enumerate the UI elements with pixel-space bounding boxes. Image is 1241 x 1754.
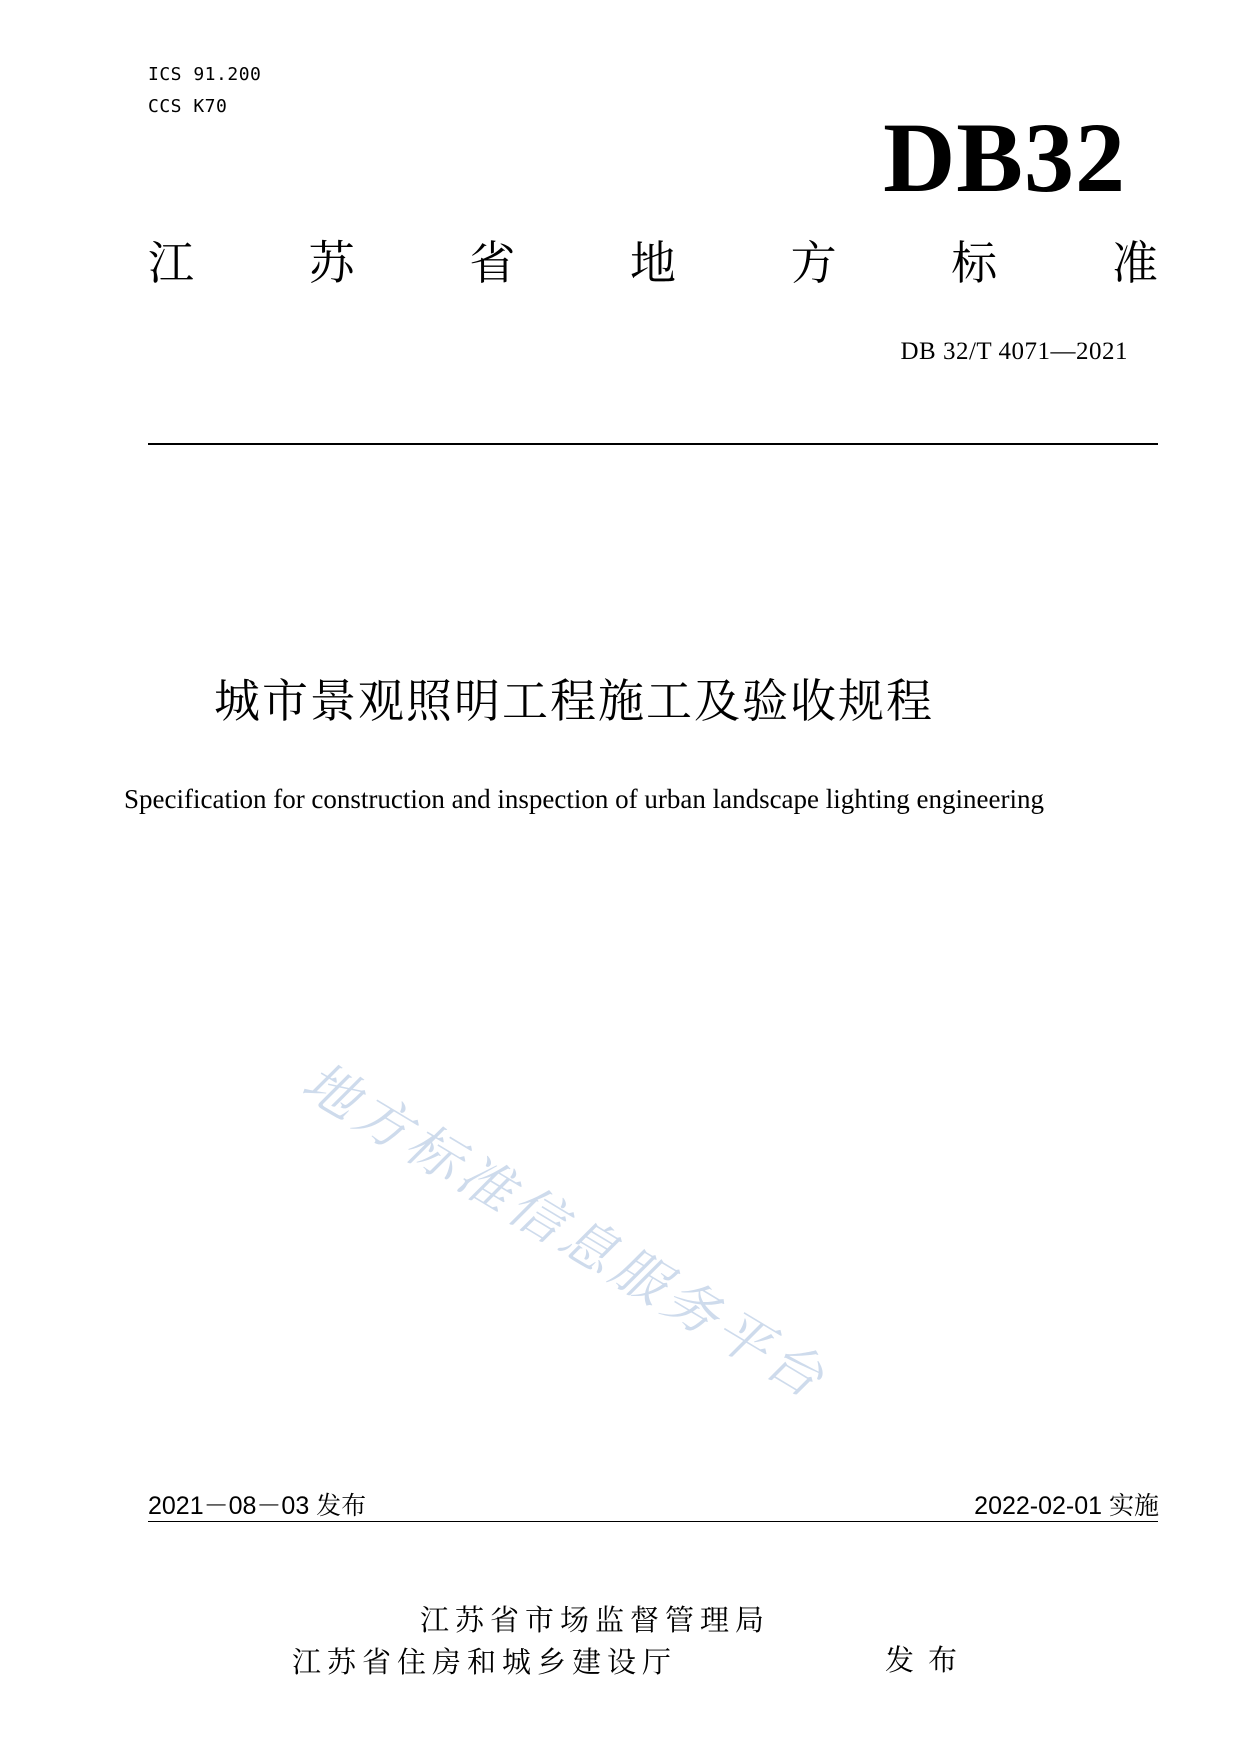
standard-type bbox=[148, 236, 1158, 290]
ics-code: ICS 91.200 bbox=[148, 64, 262, 85]
db-mark: DB32 bbox=[883, 102, 1126, 213]
standard-type-char: 方 bbox=[790, 236, 837, 290]
issuer-market-regulation: 江苏省市场监督管理局 bbox=[420, 1603, 771, 1637]
standard-type-char: 准 bbox=[1111, 236, 1158, 290]
ccs-code: CCS K70 bbox=[148, 96, 228, 117]
title-english: Specification for construction and inspection of urban landscape lighting engineering bbox=[124, 784, 1044, 814]
standard-type-char: 标 bbox=[951, 236, 998, 290]
implementation-date: 2022-02-01 实施 bbox=[974, 1492, 1159, 1520]
title-chinese: 城市景观照明工程施工及验收规程 bbox=[214, 674, 934, 728]
issue-date: 2021－08－03 发布 bbox=[148, 1492, 367, 1520]
standard-type-char: 江 bbox=[148, 236, 194, 290]
issue-action: 发布 bbox=[885, 1643, 972, 1677]
standard-type-char: 苏 bbox=[308, 236, 355, 290]
top-divider bbox=[148, 443, 1158, 445]
issuer-housing-construction: 江苏省住房和城乡建设厅 bbox=[292, 1645, 678, 1679]
watermark: 地方标准信息服务平台 bbox=[291, 1049, 839, 1413]
standard-type-char: 省 bbox=[469, 236, 516, 290]
bottom-divider bbox=[148, 1521, 1158, 1522]
standard-number: DB 32/T 4071—2021 bbox=[900, 338, 1128, 365]
standard-type-char: 地 bbox=[629, 236, 676, 290]
